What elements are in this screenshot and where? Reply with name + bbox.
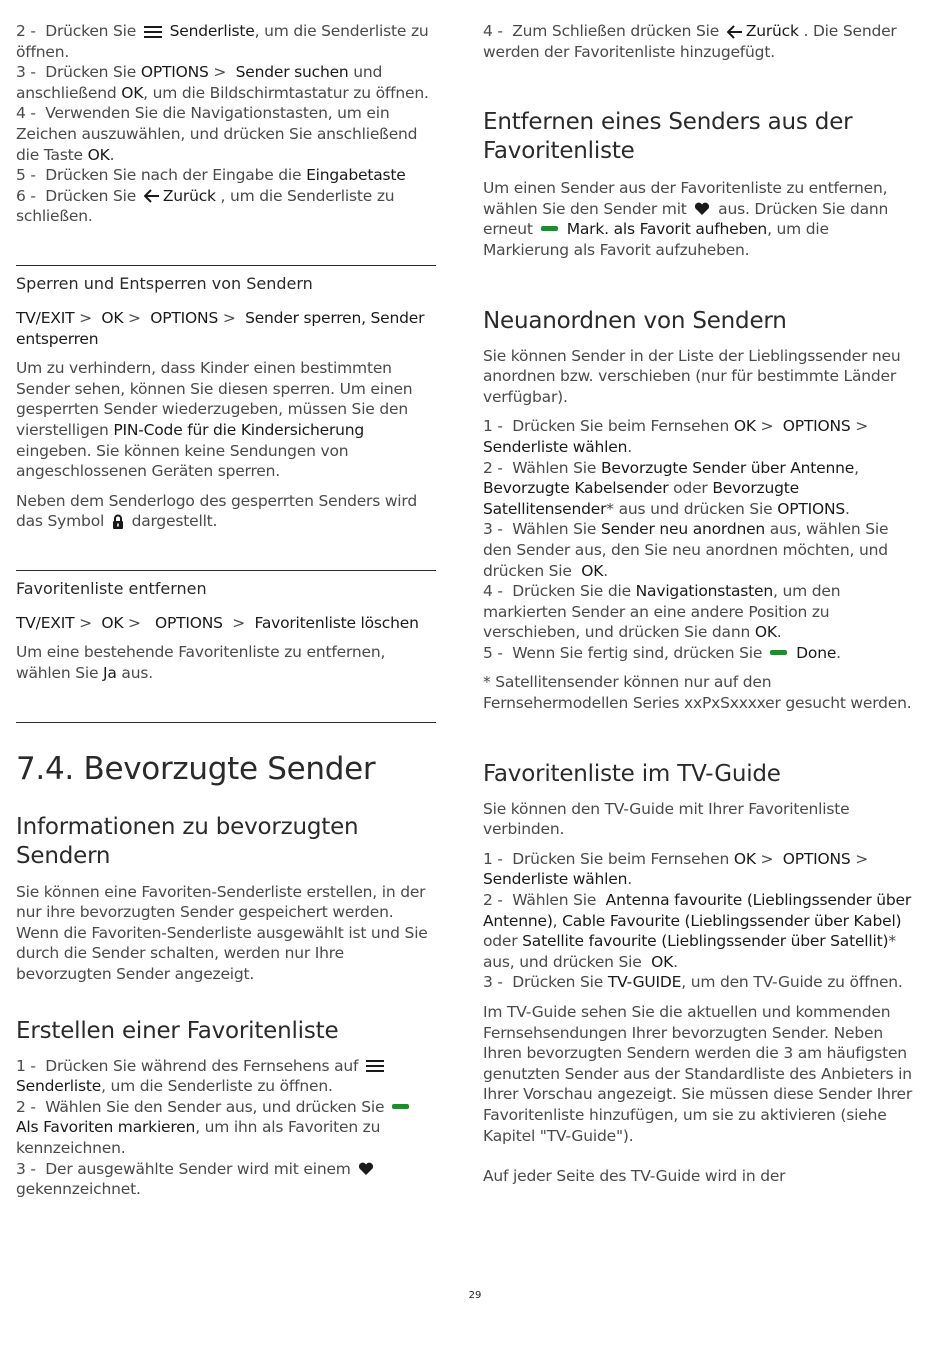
- reorder-intro: Sie können Sender in der Liste der Lieblingssender neu anordnen bzw. verschieben (nur für bestimmte Länder verfügbar).: [483, 346, 901, 406]
- reorder-step-4: 4 - Drücken Sie die Navigationstasten, um den markierten Sender an eine andere Position zu verschieben, und drücken Sie dann OK.: [483, 582, 841, 642]
- guide-last-line: Auf jeder Seite des TV-Guide wird in der: [483, 1167, 786, 1186]
- divider: [16, 570, 436, 571]
- menu-path-lock: TV/EXIT > OK > OPTIONS > Sender sperren, Sender entsperren: [16, 308, 425, 348]
- green-button-icon: [770, 650, 787, 655]
- menu-icon: [366, 1060, 384, 1072]
- reorder-step-1: 1 - Drücken Sie beim Fernsehen OK > OPTIONS > Senderliste wählen.: [483, 417, 869, 456]
- lock-paragraph-1: Um zu verhindern, dass Kinder einen bestimmten Sender sehen, können Sie diesen sperren. Um einen gesperrten Sender wiederzugeben, müssen Sie den vierstelligen PIN-Code für die Kindersicherung eingeben. Sie können keine Sendungen von angeschlossenen Geräten sperren.: [16, 359, 413, 481]
- create-step-2: 2 - Wählen Sie den Sender aus, und drücken SieAls Favoriten markieren, um ihn als Favoriten zu kennzeichnen.: [16, 1097, 436, 1159]
- create-step-3: 3 - Der ausgewählte Sender wird mit einem gekennzeichnet.: [16, 1159, 436, 1200]
- divider: [16, 722, 436, 723]
- divider: [16, 265, 436, 266]
- menu-path-fav-remove: TV/EXIT > OK > OPTIONS > Favoritenliste löschen: [16, 613, 419, 632]
- section-title-fav-remove: Favoritenliste entfernen: [16, 578, 207, 598]
- remove-paragraph: Um einen Sender aus der Favoritenliste zu entfernen, wählen Sie den Sender mit aus. Drücken Sie dann erneut Mark. als Favorit aufheben, um die Markierung als Favorit aufzuheben.: [483, 179, 889, 259]
- back-arrow-icon: [144, 189, 160, 203]
- heart-icon: [358, 1162, 374, 1176]
- reorder-step-2: 2 - Wählen Sie Bevorzugte Sender über Antenne, Bevorzugte Kabelsender oder Bevorzugte Satellitensender* aus und drücken Sie OPTIONS.: [483, 458, 859, 518]
- guide-paragraph: Im TV-Guide sehen Sie die aktuellen und kommenden Fernsehsendungen Ihrer bevorzugten Sender. Neben Ihren bevorzugten Sendern werden die 3 am häufigsten genutzten Sender aus der Standardliste des Anbieters in Ihrer Vorschau angezeigt. Sie müssen diese Sender Ihrer Favoritenliste hinzufügen, um sie zu aktivieren (siehe Kapitel "TV-Guide").: [483, 1003, 913, 1145]
- lock-icon: [112, 514, 124, 529]
- guide-intro: Sie können den TV-Guide mit Ihrer Favoritenliste verbinden.: [483, 799, 850, 839]
- chapter-title: 7.4. Bevorzugte Sender: [16, 750, 376, 787]
- left-column: [16, 0, 436, 1200]
- green-button-icon: [392, 1104, 409, 1109]
- menu-icon: [144, 26, 162, 38]
- info-paragraph: Sie können eine Favoriten-Senderliste erstellen, in der nur ihre bevorzugten Sender gespeichert werden. Wenn die Favoriten-Senderliste ausgewählt ist und Sie durch die Sender schalten, werden nur Ihre bevorzugten Sender angezeigt.: [16, 882, 428, 984]
- guide-step-2: 2 - Wählen Sie Antenna favourite (Lieblingssender über Antenne), Cable Favourite (Lieblingssender über Kabel) oder Satellite favourite (Lieblingssender über Satellit)* aus, und drücken Sie OK.: [483, 891, 912, 971]
- reorder-step-5: 5 - Wenn Sie fertig sind, drücken Sie Done.: [483, 643, 841, 662]
- guide-step-3: 3 - Drücken Sie TV-GUIDE, um den TV-Guide zu öffnen.: [483, 973, 903, 992]
- guide-step-1: 1 - Drücken Sie beim Fernsehen OK > OPTIONS > Senderliste wählen.: [483, 849, 869, 889]
- right-column: [483, 0, 913, 1187]
- section-title-info: Informationen zu bevorzugten Sendern: [16, 813, 359, 869]
- section-title-reorder: Neuanordnen von Sendern: [483, 307, 787, 334]
- section-title-guide: Favoritenliste im TV-Guide: [483, 760, 781, 787]
- satellite-note: * Satellitensender können nur auf den Fernsehermodellen Series xxPxSxxxxer gesucht werden.: [483, 673, 912, 713]
- heart-icon: [694, 202, 710, 216]
- back-arrow-icon: [727, 25, 743, 39]
- step-5: 5 - Drücken Sie nach der Eingabe die Eingabetaste: [16, 166, 406, 185]
- lock-paragraph-2: Neben dem Senderlogo des gesperrten Senders wird das Symbol dargestellt.: [16, 491, 417, 531]
- create-step-4: 4 - Zum Schließen drücken Sie Zurück . Die Sender werden der Favoritenliste hinzugefügt.: [483, 22, 897, 61]
- section-title-create: Erstellen einer Favoritenliste: [16, 1017, 339, 1044]
- fav-remove-paragraph: Um eine bestehende Favoritenliste zu entfernen, wählen Sie Ja aus.: [16, 643, 386, 683]
- step-3: 3 - Drücken Sie OPTIONS > Sender suchen und anschließend OK, um die Bildschirmtastatur zu öffnen.: [16, 63, 429, 102]
- step-6: 6 - Drücken Sie Zurück , um die Senderliste zu schließen.: [16, 186, 395, 226]
- step-2: 2 - Drücken Sie Senderliste, um die Senderliste zu öffnen.: [16, 22, 429, 61]
- reorder-step-3: 3 - Wählen Sie Sender neu anordnen aus, wählen Sie den Sender aus, den Sie neu anordnen möchten, und drücken Sie OK.: [483, 520, 889, 580]
- green-button-icon: [541, 226, 558, 231]
- create-step-1: 1 - Drücken Sie während des Fernsehens auf Senderliste, um die Senderliste zu öffnen.: [16, 1056, 436, 1097]
- section-title-lock: Sperren und Entsperren von Sendern: [16, 273, 313, 293]
- page-number: 29: [468, 1290, 482, 1301]
- section-title-remove: Entfernen eines Senders aus der Favoritenliste: [483, 109, 853, 165]
- step-4: 4 - Verwenden Sie die Navigationstasten, um ein Zeichen auszuwählen, und drücken Sie anschließend die Taste OK.: [16, 104, 418, 164]
